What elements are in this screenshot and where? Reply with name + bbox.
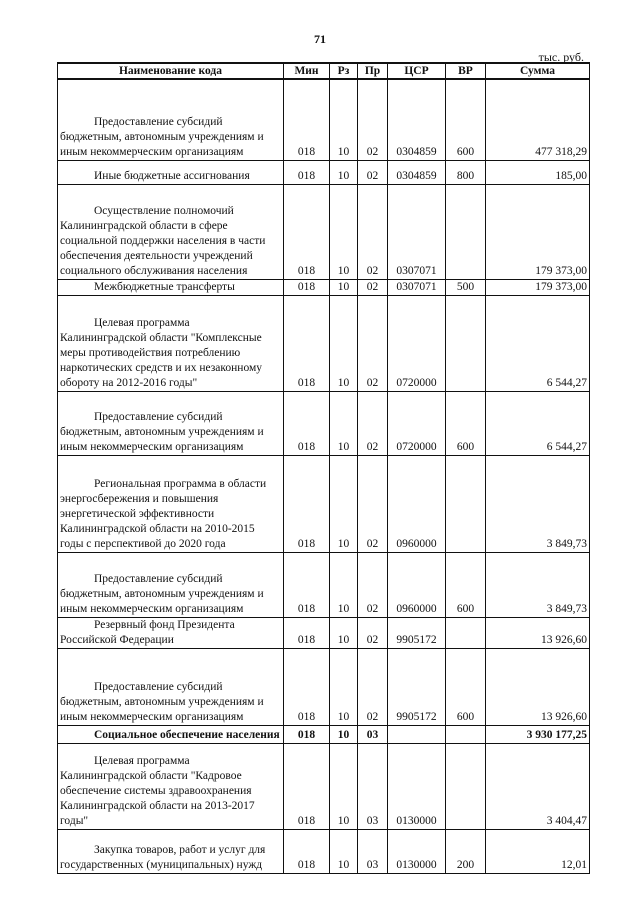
table-row [58,725,590,743]
row-min: 018 [284,617,330,648]
row-min: 018 [284,391,330,455]
row-csr: 0960000 [388,552,446,617]
row-name-line [60,754,281,769]
row-sum: 6 544,27 [486,391,590,455]
row-vr [446,184,486,279]
row-name-line [60,572,281,587]
row-name-line: бюджетным, автономным учреждениям и [60,425,264,438]
table-row [58,743,590,829]
table-row [58,160,590,184]
table-row [58,279,590,295]
row-rz: 10 [330,617,358,648]
row-vr: 200 [446,829,486,873]
row-name-line: Калининградской области "Кадровое [60,769,242,782]
header-csr: ЦСР [388,63,446,79]
header-sum: Сумма [486,63,590,79]
row-pr: 02 [358,648,388,725]
table-row [58,184,590,279]
row-name-line: социального обслуживания населения [60,264,248,277]
row-rz: 10 [330,295,358,391]
row-csr: 0130000 [388,829,446,873]
row-vr: 600 [446,552,486,617]
row-name-line: Калининградской области на 2010-2015 [60,522,255,535]
row-name-line: бюджетным, автономным учреждениям и [60,130,264,143]
row-vr: 600 [446,79,486,160]
row-vr [446,725,486,743]
row-csr [388,725,446,743]
row-sum: 13 926,60 [486,617,590,648]
row-name [58,160,284,184]
row-name-first-line: Предоставление субсидий [94,115,223,128]
row-name [58,829,284,873]
row-name [58,455,284,552]
row-name-first-line: Осуществление полномочий [94,204,234,217]
row-pr: 02 [358,455,388,552]
row-vr: 800 [446,160,486,184]
row-name-first-line: Целевая программа [94,316,190,329]
header-row [58,63,590,79]
row-name-line: Российской Федерации [60,633,174,646]
row-min: 018 [284,743,330,829]
budget-table [57,62,590,874]
row-sum: 179 373,00 [486,184,590,279]
row-name-first-line: Резервный фонд Президента [94,618,235,631]
row-name-line [60,169,281,184]
row-min: 018 [284,552,330,617]
row-name-line: обороту на 2012-2016 годы" [60,376,198,389]
row-csr: 0130000 [388,743,446,829]
row-name-line [60,204,281,219]
row-name-first-line: Целевая программа [94,754,190,767]
row-name-line: иным некоммерческим организациям [60,440,244,453]
row-vr: 600 [446,648,486,725]
header-rz: Рз [330,63,358,79]
row-pr: 02 [358,295,388,391]
row-name-first-line: Закупка товаров, работ и услуг для [94,843,266,856]
page-number: 71 [314,32,326,46]
row-rz: 10 [330,184,358,279]
row-name-line [60,115,281,130]
row-pr: 03 [358,743,388,829]
row-name-line [60,728,281,743]
row-sum: 12,01 [486,829,590,873]
row-name-line: иным некоммерческим организациям [60,710,244,723]
row-vr [446,617,486,648]
row-name-first-line: Предоставление субсидий [94,572,223,585]
row-name [58,391,284,455]
row-min: 018 [284,295,330,391]
row-name [58,743,284,829]
row-rz: 10 [330,455,358,552]
row-vr [446,743,486,829]
row-vr: 500 [446,279,486,295]
row-rz: 10 [330,648,358,725]
row-name-line: обеспечение системы здравоохранения [60,784,252,797]
row-csr: 0720000 [388,391,446,455]
row-name [58,617,284,648]
row-name-line: обеспечения деятельности учреждений [60,249,253,262]
row-csr: 0960000 [388,455,446,552]
row-pr: 02 [358,79,388,160]
row-name-line: энергетической эффективности [60,507,215,520]
table-row [58,829,590,873]
table-row [58,295,590,391]
row-min: 018 [284,455,330,552]
header-name: Наименование кода [58,63,284,79]
row-pr: 02 [358,184,388,279]
row-csr: 0307071 [388,279,446,295]
row-name-first-line: Социальное обеспечение населения [94,728,280,741]
row-rz: 10 [330,79,358,160]
table-row [58,648,590,725]
row-sum: 185,00 [486,160,590,184]
row-name-first-line: Предоставление субсидий [94,410,223,423]
row-name-first-line: Региональная программа в области [94,477,267,490]
unit-label: тыс. руб. [538,50,584,64]
row-name-line: иным некоммерческим организациям [60,145,244,158]
row-name-line [60,618,281,633]
row-rz: 10 [330,725,358,743]
row-sum: 13 926,60 [486,648,590,725]
row-sum: 3 849,73 [486,552,590,617]
row-rz: 10 [330,829,358,873]
row-name-first-line: Предоставление субсидий [94,680,223,693]
row-sum: 3 404,47 [486,743,590,829]
row-sum: 179 373,00 [486,279,590,295]
row-name-line: Калининградской области в сфере [60,219,228,232]
row-pr: 02 [358,391,388,455]
row-csr: 0304859 [388,160,446,184]
row-name-line [60,680,281,695]
row-pr: 02 [358,617,388,648]
row-name-first-line: Межбюджетные трансферты [94,280,235,293]
row-csr: 0720000 [388,295,446,391]
row-rz: 10 [330,552,358,617]
table-row [58,79,590,160]
header-vr: ВР [446,63,486,79]
row-sum: 3 930 177,25 [486,725,590,743]
row-pr: 02 [358,552,388,617]
row-min: 018 [284,79,330,160]
row-name-line: Калининградской области "Комплексные [60,331,262,344]
row-rz: 10 [330,279,358,295]
row-pr: 02 [358,160,388,184]
row-name-first-line: Иные бюджетные ассигнования [94,169,250,182]
row-name-line: годы с перспективой до 2020 года [60,537,226,550]
row-name [58,552,284,617]
row-rz: 10 [330,160,358,184]
row-min: 018 [284,648,330,725]
row-rz: 10 [330,743,358,829]
header-min: Мин [284,63,330,79]
row-pr: 02 [358,279,388,295]
row-name [58,279,284,295]
row-name [58,295,284,391]
row-min: 018 [284,184,330,279]
row-name [58,184,284,279]
row-name-line: наркотических средств и их незаконному [60,361,263,374]
row-name-line: Калининградской области на 2013-2017 [60,799,255,812]
header-pr: Пр [358,63,388,79]
row-csr: 9905172 [388,648,446,725]
row-pr: 03 [358,829,388,873]
row-sum: 477 318,29 [486,79,590,160]
row-name-line [60,477,281,492]
row-csr: 0304859 [388,79,446,160]
row-name-line: бюджетным, автономным учреждениям и [60,695,264,708]
row-csr: 9905172 [388,617,446,648]
row-name-line: иным некоммерческим организациям [60,602,244,615]
table-row [58,552,590,617]
row-name [58,648,284,725]
row-name-line [60,280,281,295]
row-name-line [60,410,281,425]
row-name-line [60,316,281,331]
row-name-line: меры противодействия потреблению [60,346,241,359]
table-row [58,391,590,455]
table-row [58,455,590,552]
row-min: 018 [284,829,330,873]
row-name-line: энергосбережения и повышения [60,492,219,505]
row-name-line: бюджетным, автономным учреждениям и [60,587,264,600]
row-name-line: государственных (муниципальных) нужд [60,858,263,871]
row-pr: 03 [358,725,388,743]
row-vr [446,455,486,552]
row-csr: 0307071 [388,184,446,279]
row-vr [446,295,486,391]
row-name [58,725,284,743]
table-row [58,617,590,648]
row-min: 018 [284,279,330,295]
row-name-line: годы" [60,814,89,827]
row-rz: 10 [330,391,358,455]
row-name-line [60,843,281,858]
row-name-line: социальной поддержки населения в части [60,234,266,247]
row-name [58,79,284,160]
row-min: 018 [284,725,330,743]
row-sum: 3 849,73 [486,455,590,552]
row-min: 018 [284,160,330,184]
row-sum: 6 544,27 [486,295,590,391]
row-vr: 600 [446,391,486,455]
